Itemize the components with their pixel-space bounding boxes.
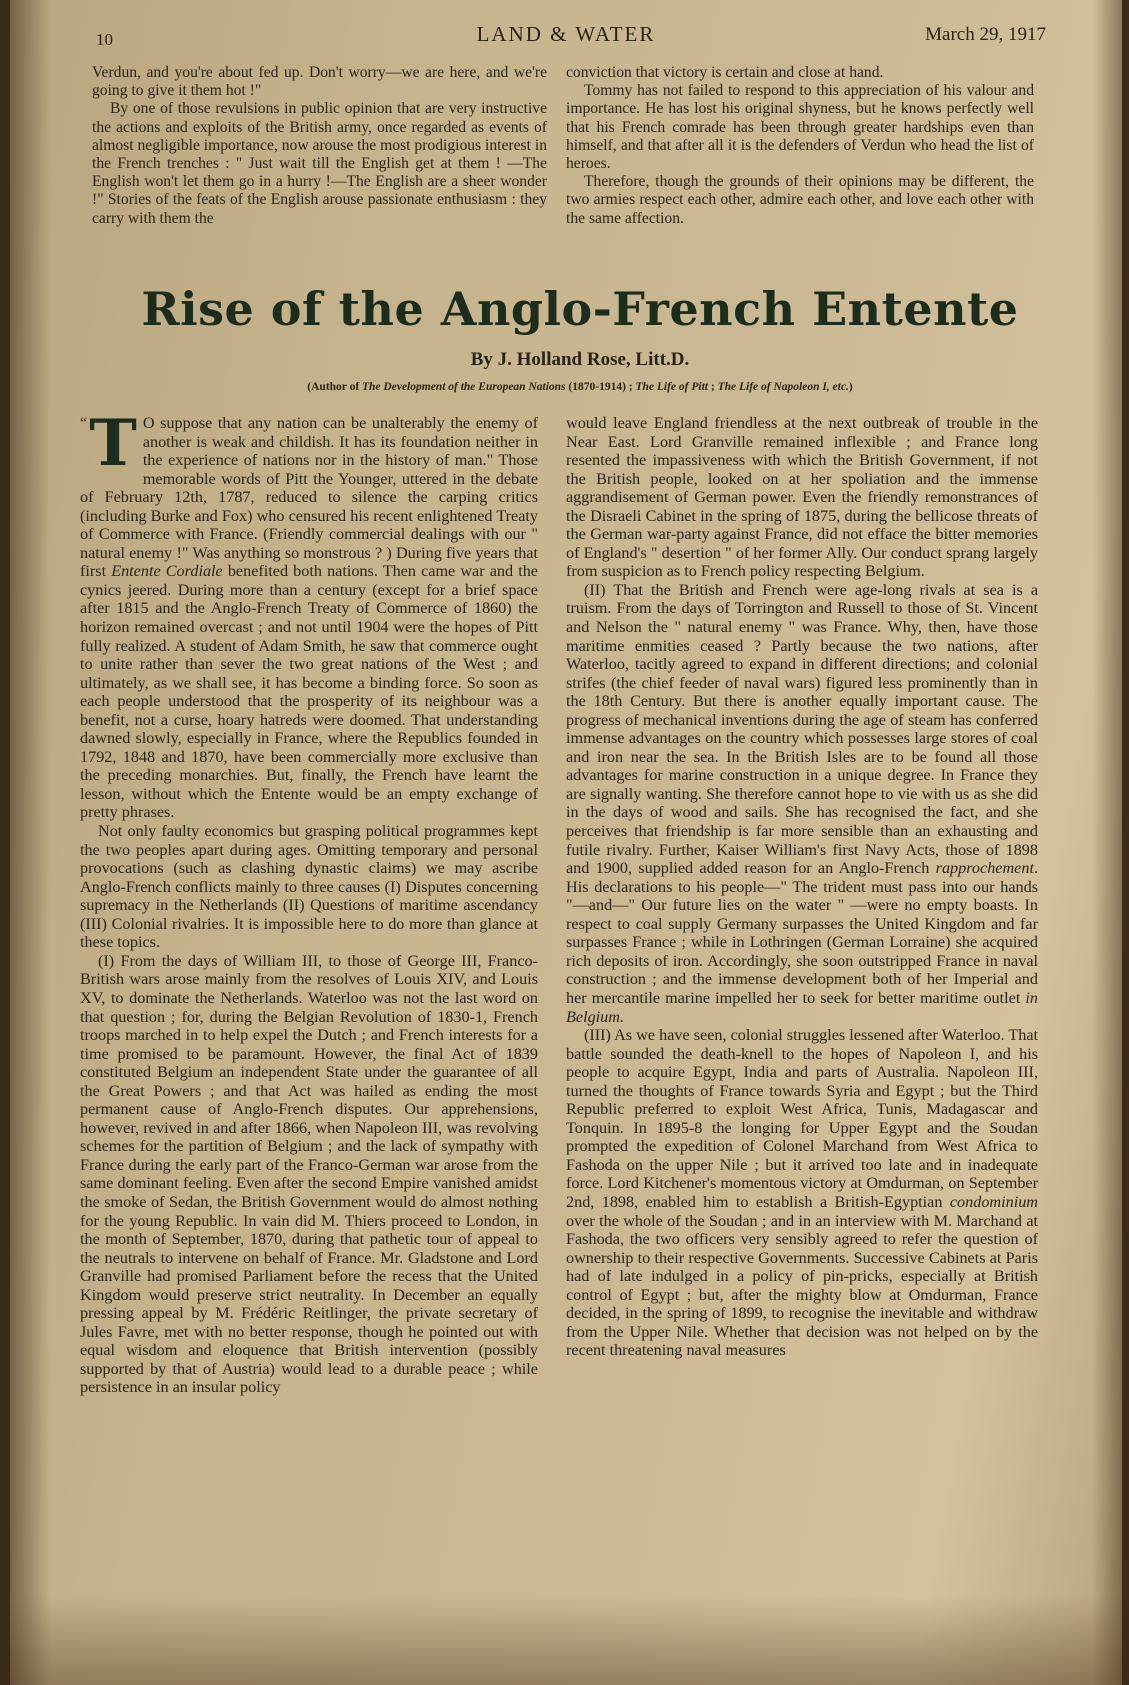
article-title: Rise of the Anglo-French Entente [141, 282, 1019, 336]
paragraph: By one of those revulsions in public opinion that are very instructive the actions and exploits of the British army, once regarded as events of almost negligible importance, now arouse the most prodigious interest in the French trenches : " Just wait till the English get at them ! —The English won't let them go in a hurry !—The English are a sheer wonder !" Stories of the feats of the English arouse passionate enthusiasm : they carry with them the [92, 100, 547, 227]
paragraph: Tommy has not failed to respond to this appreciation of his valour and importance. He has lost his original shyness, but he knows perfectly well that his French comrade has been through greater hardships even than himself, and that after all it is the defenders of Verdun who head the list of heroes. [566, 82, 1034, 173]
credit-work-2: The Life of Pitt [635, 381, 708, 393]
drop-cap: T [89, 406, 137, 481]
credit-years: (1870-1914) ; [565, 381, 636, 393]
running-head [86, 22, 1046, 52]
opening-paragraph [80, 406, 538, 822]
credit-suffix: ) [848, 381, 853, 393]
article-left-column [80, 406, 538, 1397]
previous-article-right-column [566, 64, 1034, 228]
paragraph: would leave England friendless at the next outbreak of trouble in the Near East. Lord Granville remained inflexible ; and France long resented the impassiveness with which the British Government, if not the British people, looked on at her spoliation and the immense aggrandisement of German power. Even the friendly remonstrances of the Disraeli Cabinet in the spring of 1875, during the bellicose threats of the German war-party against France, did not efface the bitter memories of England's " desertion " of her former Ally. Our conduct sprang largely from suspicion as to French policy respecting Belgium. [566, 414, 1038, 581]
article-right-column [566, 414, 1038, 1360]
article-byline: By J. Holland Rose, Litt.D. [470, 349, 690, 370]
paragraph-text: (II) That the British and French were age-long rivals at sea is a truism. From the days of Torrington and Russell to those of St. Vincent and Nelson the " natural enemy " was France. Why, then, have those maritime enmities ceased ? Partly because the two nations, after Waterloo, tacitly agreed to expand in different directions; and colonial strifes (the chief feeder of naval wars) figured less prominently than in the 18th Century. But there is another equally important cause. The progress of mechanical inventions during the age of steam has conferred immense advantages on the country which possesses large stores of coal and iron near the sea. In the British Isles are to be found all those advantages for marine construction in a unique degree. In France they are signally wanting. She therefore cannot hope to vie with us as she did in the days of wood and sails. She has recognised the fact, and she perceives that friendship is far more sensible than an exhausting and futile rivalry. Further, Kaiser William's first Navy Acts, those of 1898 and 1900, supplied added reason for an Anglo-French [566, 580, 1038, 878]
paragraph-text: (III) As we have seen, colonial struggles lessened after Waterloo. That battle sounded the death-knell to the hopes of Napoleon I, and his people to acquire Egypt, India and parts of Australia. Napoleon III, turned the thoughts of France towards Syria and Egypt ; but the Third Republic preferred to exploit West Africa, Tunis, Madagascar and Tonquin. In 1895-8 the longing for Upper Egypt and the Soudan prompted the expedition of Colonel Marchand from West Africa to Fashoda on the upper Nile ; but it arrived too late and in inadequate force. Lord Kitchener's momentous victory at Omdurman, on September 2nd, 1898, enabled him to establish a British-Egyptian [566, 1026, 1038, 1211]
issue-date: March 29, 1917 [925, 24, 1046, 45]
paragraph-italic: condominium [949, 1192, 1038, 1211]
credit-work-3: The Life of Napoleon I, etc. [717, 381, 849, 393]
paragraph-text-continued: over the whole of the Soudan ; and in an interview with M. Marchand at Fashoda, the two officers very sensibly agreed to refer the question of ownership to their respective Governments. Successive Cabinets at Paris had of late indulged in a policy of pin-pricks, especially at British control of Egypt ; but, after the mighty blow at Omdurman, France decided, in the spring of 1899, to recognise the inevitable and withdraw from the Upper Nile. Whether that decision was not helped on by the recent threatening naval measures [566, 1211, 1038, 1360]
paragraph: Verdun, and you're about fed up. Don't worry—we are here, and we're going to give it them hot !" [92, 64, 547, 100]
page-shadow-bottom [10, 1595, 1122, 1685]
page-number: 10 [96, 30, 113, 49]
paragraph: Not only faulty economics but grasping political programmes kept the two peoples apart during ages. Omitting temporary and personal provocations (such as clashing dynastic claims) we may ascribe Anglo-French conflicts mainly to three causes (I) Disputes concerning supremacy in the Netherlands (II) Questions of maritime ascendancy (III) Colonial rivalries. It is impossible here to do more than glance at these topics. [80, 822, 538, 952]
paragraph [566, 1026, 1038, 1360]
credit-prefix: (Author of [307, 381, 363, 393]
opening-quote: “ [80, 414, 88, 432]
opening-text-continued: benefited both nations. Then came war and the cynics jeered. During more than a century (except for a brief space after 1815 and the Anglo-French Treaty of Commerce of 1860) the horizon remained overcast ; and not until 1904 were the hopes of Pitt fully realized. A student of Adam Smith, he saw that commerce ought to unite rather than sever the two great nations of the West ; and ultimately, as we shall see, it has become a binding force. So soon as each people understood that the prosperity of its neighbour was a benefit, not a curse, hoary hatreds were doomed. That understanding dawned slowly, especially in France, where the Republics founded in 1792, 1848 and 1870, have been commercially more exclusive than the preceding monarchies. But, finally, the French have learnt the lesson, without which the Entente would be an empty exchange of pretty phrases. [80, 562, 538, 822]
paragraph-text-continued: . His declarations to his people—" The trident must pass into our hands "—and—" Our future lies on the water " —were no empty boasts. In respect to coal supply Germany surpasses the United Kingdom and far surpasses France ; while in Lothringen (German Lorraine) she acquired rich deposits of iron. Accordingly, she soon outstripped France in naval construction ; and the immense development both of her Imperial and her mercantile marine impelled her to seek for better maritime outlet [566, 859, 1038, 1007]
opening-italic: Entente Cordiale [111, 562, 223, 581]
credit-work-1: The Development of the European Nations [362, 381, 566, 393]
paragraph: Therefore, though the grounds of their opinions may be different, the two armies respect each other, admire each other, and love each other with the same affection. [566, 173, 1034, 227]
paragraph [566, 581, 1038, 1026]
masthead: LAND & WATER [476, 22, 656, 46]
previous-article-left-column [92, 64, 547, 228]
paragraph: (I) From the days of William III, to those of George III, Franco-British wars arose mainly from the resolves of Louis XIV, and Louis XV, to dominate the Netherlands. Waterloo was not the last word on that question ; for, during the Belgian Revolution of 1830-1, French troops marched in to help expel the Dutch ; and French interests for a time promised to be paramount. However, the final Act of 1839 constituted Belgium an independent State under the guarantee of all the Great Powers ; and that Act was hailed as ending the most permanent cause of Anglo-French disputes. Our apprehensions, however, revived in and after 1866, when Napoleon III, was revolving schemes for the partition of Belgium ; and the lack of sympathy with France during the early part of the Franco-German war arose from the same dominant feeling. Even after the second Empire vanished amidst the smoke of Sedan, the British Government would do almost nothing for the young Republic. In vain did M. Thiers proceed to London, in the month of September, 1870, during that pathetic tour of appeal to the neutrals to intervene on behalf of France. Mr. Gladstone and Lord Granville had promised Parliament before the recess that the United Kingdom would preserve strict neutrality. In December an equally pressing appeal by M. Frédéric Reitlinger, the private secretary of Jules Favre, met with no better response, though he pointed out with equal wisdom and eloquence that British intervention (possibly supported by that of Austria) would lead to a durable peace ; while persistence in an insular policy [80, 951, 538, 1397]
page-shadow-right [1092, 0, 1122, 1685]
paragraph-italic-end: in Belgium. [566, 988, 1038, 1026]
paragraph-italic: rapprochement [935, 859, 1034, 878]
magazine-page [10, 0, 1122, 1685]
opening-text: O suppose that any nation can be unalterably the enemy of another is weak and childish. It has its foundation neither in the experience of nations nor in the history of man." Those memorable words of Pitt the Younger, uttered in the debate of February 12th, 1787, reduced to silence the carping critics (including Burke and Fox) who censured his recent enlightened Treaty of Commerce with France. (Friendly commercial dealings with our " natural enemy !" Was anything so monstrous ? ) During five years that first [80, 414, 538, 581]
paragraph: conviction that victory is certain and close at hand. [566, 64, 884, 81]
page-shadow-left [10, 0, 50, 1685]
author-credit [50, 381, 1110, 393]
credit-separator: ; [707, 381, 718, 393]
